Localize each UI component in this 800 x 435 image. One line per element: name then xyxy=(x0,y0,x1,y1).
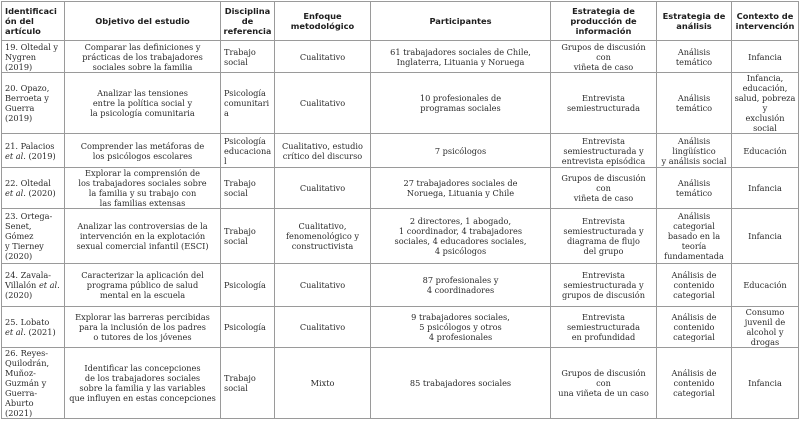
enfoque-cell xyxy=(275,41,371,73)
disciplina-text: Trabajo social xyxy=(224,226,256,246)
article-id-etal: et al. xyxy=(5,150,26,161)
participantes-cell xyxy=(371,73,551,134)
enfoque-cell xyxy=(275,264,371,307)
participantes-cell xyxy=(371,307,551,348)
objetivo-text: Comparar las definiciones y prácticas de los trabajadores sociales sobre la familia xyxy=(82,41,203,72)
contexto-cell xyxy=(732,209,799,264)
studies-table-container xyxy=(1,1,798,419)
estrategia-produccion-cell xyxy=(551,307,657,348)
table-row xyxy=(2,348,799,419)
estrategia-analisis-cell xyxy=(657,264,732,307)
estrategia-produccion-cell xyxy=(551,73,657,134)
article-id-etal: et al. xyxy=(5,327,26,337)
contexto-cell xyxy=(732,73,799,134)
table-row xyxy=(2,307,799,348)
studies-table xyxy=(1,1,799,419)
article-id-text: 25. Lobato xyxy=(5,317,50,327)
objetivo-cell xyxy=(65,41,221,73)
article-id-cell xyxy=(2,307,65,348)
contexto-text: Infancia xyxy=(748,231,782,241)
enfoque-text: Cualitativo xyxy=(299,280,346,290)
article-id-text: 24. Zavala- Villalón xyxy=(5,270,51,290)
objetivo-cell xyxy=(65,168,221,209)
participantes-text: 85 trabajadores sociales xyxy=(409,378,512,388)
contexto-text: Educación xyxy=(743,280,787,290)
estrategia-analisis-cell xyxy=(657,168,732,209)
contexto-text: Infancia xyxy=(748,183,782,193)
estrategia-produccion-text: Entrevista semiestructurada y entrevista episódica xyxy=(561,135,646,166)
objetivo-cell xyxy=(65,264,221,307)
disciplina-cell xyxy=(221,348,275,419)
estrategia-analisis-cell xyxy=(657,134,732,168)
contexto-text: Educación xyxy=(743,145,787,156)
objetivo-cell xyxy=(65,73,221,134)
article-id-year: (2021) xyxy=(25,327,56,337)
article-id-text: 20. Opazo, Berroeta y Guerra (2019) xyxy=(5,83,50,123)
estrategia-analisis-cell xyxy=(657,209,732,264)
article-id-text: 22. Oltedal xyxy=(5,178,51,188)
estrategia-analisis-text: Análisis de contenido categorial xyxy=(671,368,717,398)
article-id-cell xyxy=(2,41,65,73)
objetivo-cell xyxy=(65,348,221,419)
disciplina-text: Psicología xyxy=(224,322,266,332)
enfoque-cell xyxy=(275,73,371,134)
participantes-text: 9 trabajadores sociales, 5 psicólogos y otros 4 profesionales xyxy=(411,312,510,342)
article-id-cell xyxy=(2,348,65,419)
header-disciplina: Disciplina de referencia xyxy=(221,2,275,41)
article-id-cell xyxy=(2,209,65,264)
enfoque-cell xyxy=(275,209,371,264)
estrategia-produccion-text: Grupos de discusión con viñeta de caso xyxy=(561,173,646,203)
participantes-text: 87 profesionales y 4 coordinadores xyxy=(422,275,499,295)
article-id-text: 21. Palacios xyxy=(5,140,55,151)
header-enfoque: Enfoque metodológico xyxy=(275,2,371,41)
article-id-cell xyxy=(2,134,65,168)
header-estrategia-analisis: Estrategia de análisis xyxy=(657,2,732,41)
enfoque-cell xyxy=(275,168,371,209)
disciplina-cell xyxy=(221,307,275,348)
participantes-cell xyxy=(371,134,551,168)
disciplina-text: Psicología educacional xyxy=(224,135,272,166)
enfoque-cell xyxy=(275,307,371,348)
estrategia-produccion-cell xyxy=(551,134,657,168)
objetivo-text: Analizar las tensiones entre la política social y la psicología comunitaria xyxy=(90,88,195,118)
estrategia-produccion-text: Entrevista semiestructurada xyxy=(566,93,641,113)
objetivo-cell xyxy=(65,134,221,168)
contexto-cell xyxy=(732,168,799,209)
disciplina-cell xyxy=(221,73,275,134)
estrategia-analisis-text: Análisis lingüístico y análisis social xyxy=(661,135,727,166)
contexto-text: Consumo juvenil de alcohol y drogas xyxy=(744,307,786,347)
disciplina-cell xyxy=(221,134,275,168)
enfoque-text: Cualitativo xyxy=(299,51,346,62)
objetivo-text: Explorar las barreras percibidas para la inclusión de los padres o tutores de los jóvenes xyxy=(75,312,210,342)
estrategia-produccion-text: Entrevista semiestructurada en profundidad xyxy=(566,312,641,342)
participantes-text: 27 trabajadores sociales de Noruega, Lituania y Chile xyxy=(403,178,518,198)
participantes-cell xyxy=(371,168,551,209)
contexto-cell xyxy=(732,41,799,73)
enfoque-text: Cualitativo, fenomenológico y constructivista xyxy=(285,221,360,251)
objetivo-text: Comprender las metáforas de los psicólogos escolares xyxy=(80,140,205,161)
table-header-row xyxy=(2,2,799,41)
table-row xyxy=(2,134,799,168)
disciplina-text: Psicología xyxy=(224,280,266,290)
disciplina-cell xyxy=(221,209,275,264)
estrategia-produccion-text: Entrevista semiestructurada y grupos de discusión xyxy=(561,270,646,300)
estrategia-analisis-cell xyxy=(657,41,732,73)
estrategia-analisis-cell xyxy=(657,307,732,348)
estrategia-analisis-text: Análisis temático xyxy=(675,46,713,67)
estrategia-analisis-cell xyxy=(657,73,732,134)
header-identificacion: Identificación del artículo xyxy=(2,2,65,41)
disciplina-text: Trabajo social xyxy=(224,46,256,67)
estrategia-produccion-cell xyxy=(551,41,657,73)
article-id-year: (2020) xyxy=(5,290,33,300)
estrategia-produccion-cell xyxy=(551,168,657,209)
estrategia-produccion-cell xyxy=(551,264,657,307)
participantes-text: 2 directores, 1 abogado, 1 coordinador, 4 trabajadores sociales, 4 educadores sociales, 4 psicólogos xyxy=(394,216,527,256)
table-row xyxy=(2,209,799,264)
contexto-cell xyxy=(732,307,799,348)
disciplina-text: Trabajo social xyxy=(224,178,256,198)
disciplina-text: Psicología comunitaria xyxy=(224,88,270,118)
article-id-year: (2020) xyxy=(25,188,56,198)
participantes-text: 7 psicólogos xyxy=(434,145,487,156)
estrategia-produccion-text: Grupos de discusión con viñeta de caso xyxy=(561,41,646,72)
objetivo-text: Identificar las concepciones de los trabajadores sociales sobre la familia y las variables que influyen en estas concepciones xyxy=(69,363,216,403)
article-id-text: 23. Ortega- Senet, Gómez y Tierney (2020) xyxy=(5,211,53,261)
participantes-text: 61 trabajadores sociales de Chile, Inglaterra, Lituania y Noruega xyxy=(390,46,531,67)
contexto-text: Infancia xyxy=(748,51,782,62)
enfoque-text: Cualitativo, estudio crítico del discurso xyxy=(282,140,363,161)
article-id-cell xyxy=(2,73,65,134)
enfoque-text: Cualitativo xyxy=(299,322,346,332)
table-row xyxy=(2,73,799,134)
objetivo-cell xyxy=(65,307,221,348)
enfoque-cell xyxy=(275,348,371,419)
objetivo-cell xyxy=(65,209,221,264)
estrategia-produccion-cell xyxy=(551,348,657,419)
enfoque-text: Mixto xyxy=(310,378,335,388)
article-id-text: 19. Oltedal y Nygren (2019) xyxy=(5,41,59,72)
disciplina-cell xyxy=(221,41,275,73)
estrategia-produccion-text: Grupos de discusión con una viñeta de un caso xyxy=(558,368,649,398)
table-row xyxy=(2,264,799,307)
estrategia-produccion-cell xyxy=(551,209,657,264)
contexto-cell xyxy=(732,134,799,168)
participantes-cell xyxy=(371,209,551,264)
article-id-etal: et al. xyxy=(5,188,26,198)
estrategia-analisis-text: Análisis temático xyxy=(675,93,713,113)
participantes-cell xyxy=(371,348,551,419)
article-id-cell xyxy=(2,264,65,307)
objetivo-text: Analizar las controversias de la intervención en la explotación sexual comercial infantil (ESCI) xyxy=(76,221,209,251)
participantes-cell xyxy=(371,264,551,307)
enfoque-text: Cualitativo xyxy=(299,183,346,193)
header-objetivo: Objetivo del estudio xyxy=(65,2,221,41)
header-contexto: Contexto de intervención xyxy=(732,2,799,41)
estrategia-analisis-text: Análisis categorial basado en la teoría fundamentada xyxy=(664,211,724,261)
table-row xyxy=(2,41,799,73)
header-estrategia-produccion: Estrategia de producción de información xyxy=(551,2,657,41)
disciplina-cell xyxy=(221,264,275,307)
estrategia-analisis-text: Análisis de contenido categorial xyxy=(671,270,717,300)
objetivo-text: Explorar la comprensión de los trabajadores sociales sobre la familia y su trabajo con las familias extensas xyxy=(78,168,207,208)
estrategia-analisis-cell xyxy=(657,348,732,419)
table-row xyxy=(2,168,799,209)
article-id-year: (2019) xyxy=(25,150,56,161)
estrategia-analisis-text: Análisis temático xyxy=(675,178,713,198)
article-id-etal: et al. xyxy=(38,280,60,290)
contexto-cell xyxy=(732,348,799,419)
article-id-text: 26. Reyes- Quilodrán, Muñoz- Guzmán y Guerra-Aburto (2021) xyxy=(5,348,50,418)
disciplina-text: Trabajo social xyxy=(224,373,256,393)
participantes-cell xyxy=(371,41,551,73)
disciplina-cell xyxy=(221,168,275,209)
estrategia-analisis-text: Análisis de contenido categorial xyxy=(671,312,717,342)
contexto-text: Infancia xyxy=(748,378,782,388)
article-id-cell xyxy=(2,168,65,209)
estrategia-produccion-text: Entrevista semiestructurada y diagrama de flujo del grupo xyxy=(563,216,644,256)
header-participantes: Participantes xyxy=(371,2,551,41)
contexto-text: Infancia, educación, salud, pobreza y exclusión social xyxy=(734,73,796,133)
objetivo-text: Caracterizar la aplicación del programa público de salud mental en la escuela xyxy=(81,270,204,300)
participantes-text: 10 profesionales de programas sociales xyxy=(419,93,502,113)
enfoque-text: Cualitativo xyxy=(299,98,346,108)
enfoque-cell xyxy=(275,134,371,168)
contexto-cell xyxy=(732,264,799,307)
